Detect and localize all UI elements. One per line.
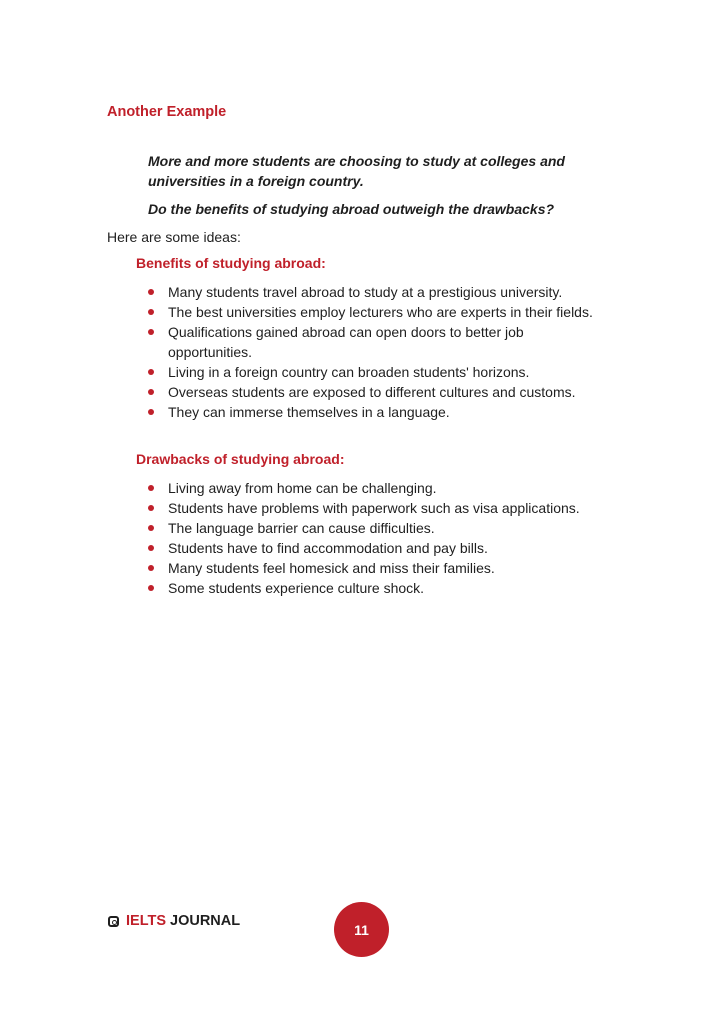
list-item: Living away from home can be challenging. xyxy=(147,478,607,498)
list-item: Many students feel homesick and miss their families. xyxy=(147,558,607,578)
page-number-badge: 11 xyxy=(334,902,389,957)
benefits-heading: Benefits of studying abroad: xyxy=(136,255,326,271)
section-title: Another Example xyxy=(107,104,227,120)
list-item: Overseas students are exposed to different cultures and customs. xyxy=(147,382,607,402)
list-item: Students have to find accommodation and pay bills. xyxy=(147,538,607,558)
drawbacks-heading: Drawbacks of studying abroad: xyxy=(136,451,345,467)
list-item: Students have problems with paperwork such as visa applications. xyxy=(147,498,607,518)
list-item: The best universities employ lecturers who are experts in their fields. xyxy=(147,302,607,322)
essay-prompt-statement: More and more students are choosing to study at colleges and universities in a foreign country. xyxy=(148,153,565,189)
list-item: Qualifications gained abroad can open doors to better job opportunities. xyxy=(147,322,607,362)
instagram-icon xyxy=(108,916,119,927)
list-item: They can immerse themselves in a language. xyxy=(147,402,607,422)
list-item: The language barrier can cause difficulties. xyxy=(147,518,607,538)
drawbacks-list xyxy=(147,478,607,598)
benefits-list xyxy=(147,282,607,422)
intro-text: Here are some ideas: xyxy=(107,229,241,245)
list-item: Living in a foreign country can broaden students' horizons. xyxy=(147,362,607,382)
footer-brand xyxy=(108,913,240,929)
brand-name-ielts: IELTS xyxy=(126,913,167,929)
essay-prompt-question: Do the benefits of studying abroad outweigh the drawbacks? xyxy=(148,201,555,217)
brand-name-journal: JOURNAL xyxy=(170,913,241,929)
list-item: Many students travel abroad to study at a prestigious university. xyxy=(147,282,607,302)
list-item: Some students experience culture shock. xyxy=(147,578,607,598)
